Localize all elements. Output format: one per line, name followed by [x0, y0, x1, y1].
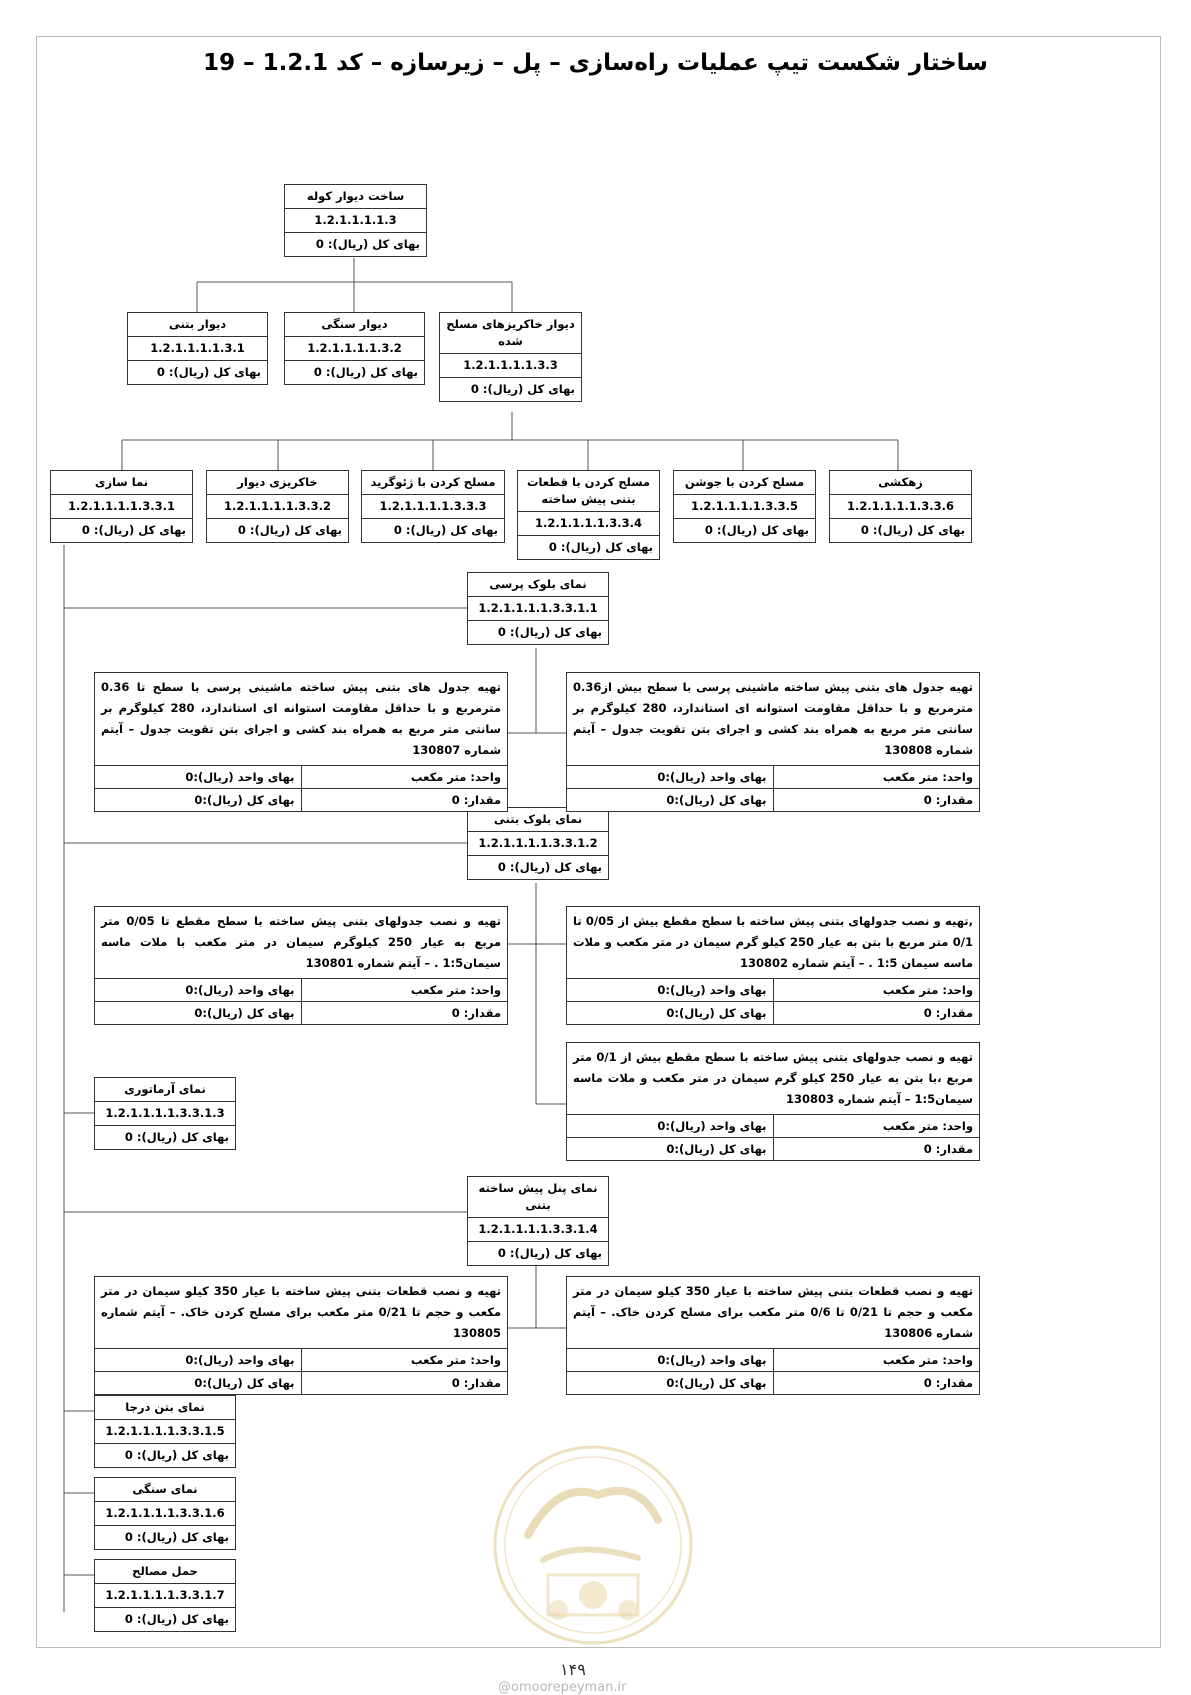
- item-card-130808: [566, 672, 980, 812]
- wbs-node-pressed-block-facade: [467, 572, 609, 645]
- node-price: بهای کل (ریال): 0: [362, 518, 504, 542]
- node-price: بهای کل (ریال): 0: [468, 620, 608, 644]
- item-total-price: بهای کل (ریال):0: [95, 1002, 302, 1024]
- node-code: 1.2.1.1.1.1.3.1: [128, 336, 267, 360]
- node-price: بهای کل (ریال): 0: [95, 1607, 235, 1631]
- item-card-130803: [566, 1042, 980, 1161]
- watermark: @omoorepeyman.ir: [498, 1680, 627, 1695]
- node-name: دیوار خاکریزهای مسلح شده: [446, 317, 575, 348]
- item-unit-price: بهای واحد (ریال):0: [567, 1349, 774, 1371]
- node-code: 1.2.1.1.1.1.3: [285, 208, 426, 232]
- wbs-node-wall-backfill: [206, 470, 349, 543]
- node-price: بهای کل (ریال): 0: [285, 232, 426, 256]
- wbs-node-stone-facade: [94, 1477, 236, 1550]
- node-code: 1.2.1.1.1.1.3.3.6: [830, 494, 971, 518]
- item-card-130801: [94, 906, 508, 1025]
- item-card-130806: [566, 1276, 980, 1395]
- node-code: 1.2.1.1.1.1.3.3.1.7: [95, 1583, 235, 1607]
- item-quantity: مقدار: 0: [923, 1006, 973, 1020]
- node-name: نما سازی: [94, 475, 149, 489]
- page-title: ساختار شکست تیپ عملیات راه‌سازی – پل – زیرسازه – کد 1.2.1 – 19: [203, 50, 988, 76]
- node-code: 1.2.1.1.1.1.3.3.1: [51, 494, 192, 518]
- wbs-node-reinforced-embankment-wall: [439, 312, 582, 402]
- item-description: ,تهیه و نصب جدولهای بتنی پیش ساخته با سطح مقطع بیش از 0/05 تا 0/1 متر مربع با بتن به عیار 250 کیلو گرم سیمان در متر مکعب و ملات ماسه سیمان 1:5 . – آیتم شماره 130802: [573, 914, 973, 970]
- page-number: ۱۴۹: [560, 1660, 586, 1679]
- item-unit: واحد: متر مکعب: [882, 1353, 973, 1367]
- node-name: نمای بتن درجا: [125, 1400, 205, 1414]
- item-description: تهیه و نصب قطعات بتنی پیش ساخته با عیار 350 کیلو سیمان در متر مکعب و حجم تا 0/21 متر مکعب برای مسلح کردن خاک. – آیتم شماره 130805: [101, 1284, 502, 1340]
- node-name: نمای آرماتوری: [124, 1082, 206, 1096]
- node-price: بهای کل (ریال): 0: [518, 535, 659, 559]
- item-unit-price: بهای واحد (ریال):0: [95, 766, 302, 788]
- item-unit: واحد: متر مکعب: [410, 983, 501, 997]
- wbs-node-facade: [50, 470, 193, 543]
- item-card-130802: [566, 906, 980, 1025]
- wbs-node-stone-wall: [284, 312, 425, 385]
- item-unit: واحد: متر مکعب: [882, 983, 973, 997]
- node-price: بهای کل (ریال): 0: [51, 518, 192, 542]
- node-price: بهای کل (ریال): 0: [285, 360, 424, 384]
- item-total-price: بهای کل (ریال):0: [567, 1372, 774, 1394]
- node-name: نمای پنل پیش ساخته بتنی: [478, 1181, 598, 1212]
- node-code: 1.2.1.1.1.1.3.3: [440, 353, 581, 377]
- item-unit-price: بهای واحد (ریال):0: [567, 1115, 774, 1137]
- item-total-price: بهای کل (ریال):0: [95, 1372, 302, 1394]
- node-name: نمای سنگی: [132, 1482, 198, 1496]
- wbs-node-precast-panel-facade: [467, 1176, 609, 1266]
- item-quantity: مقدار: 0: [923, 1376, 973, 1390]
- node-price: بهای کل (ریال): 0: [95, 1125, 235, 1149]
- node-price: بهای کل (ریال): 0: [95, 1443, 235, 1467]
- wbs-node-cast-in-place-facade: [94, 1395, 236, 1468]
- node-code: 1.2.1.1.1.1.3.3.1.6: [95, 1501, 235, 1525]
- node-code: 1.2.1.1.1.1.3.3.4: [518, 511, 659, 535]
- item-quantity: مقدار: 0: [451, 1006, 501, 1020]
- node-price: بهای کل (ریال): 0: [830, 518, 971, 542]
- node-code: 1.2.1.1.1.1.3.3.3: [362, 494, 504, 518]
- item-quantity: مقدار: 0: [451, 793, 501, 807]
- node-name: مسلح کردن با قطعات بتنی پیش ساخته: [526, 475, 651, 506]
- node-code: 1.2.1.1.1.1.3.2: [285, 336, 424, 360]
- item-total-price: بهای کل (ریال):0: [567, 789, 774, 811]
- node-name: دیوار سنگی: [321, 317, 388, 331]
- node-name: نمای بلوک پرسی: [489, 577, 587, 591]
- item-description: تهیه و نصب جدولهای بتنی پیش ساخته با سطح مقطع بیش از 0/1 متر مربع ،با بتن به عیار 250 کیلو گرم سیمان در متر مکعب و ملات ماسه سیمان1:5 – آیتم شماره 130803: [573, 1050, 973, 1106]
- wbs-node-welded-mesh: [673, 470, 816, 543]
- node-code: 1.2.1.1.1.1.3.3.1.5: [95, 1419, 235, 1443]
- item-unit-price: بهای واحد (ریال):0: [567, 766, 774, 788]
- wbs-node-precast-concrete: [517, 470, 660, 560]
- node-name: زهکشی: [878, 475, 923, 489]
- item-unit: واحد: متر مکعب: [410, 1353, 501, 1367]
- wbs-node-rebar-facade: [94, 1077, 236, 1150]
- item-unit-price: بهای واحد (ریال):0: [95, 979, 302, 1001]
- node-code: 1.2.1.1.1.1.3.3.5: [674, 494, 815, 518]
- node-name: دیوار بتنی: [168, 317, 227, 331]
- item-unit: واحد: متر مکعب: [882, 770, 973, 784]
- item-quantity: مقدار: 0: [923, 1142, 973, 1156]
- node-price: بهای کل (ریال): 0: [674, 518, 815, 542]
- node-name: خاکریزی دیوار: [237, 475, 318, 489]
- item-unit: واحد: متر مکعب: [882, 1119, 973, 1133]
- wbs-node-material-transport: [94, 1559, 236, 1632]
- item-description: تهیه جدول های بتنی پیش ساخته ماشینی پرسی با سطح بیش از0.36 مترمربع و با حداقل مقاومت استوانه ای استاندارد، 280 کیلوگرم بر سانتی متر مربع به همراه بند کشی و اجرای بتن تقویت جدول – آیتم شماره 130808: [573, 680, 973, 757]
- item-card-130807: [94, 672, 508, 812]
- node-price: بهای کل (ریال): 0: [468, 855, 608, 879]
- wbs-node-geogrid: [361, 470, 505, 543]
- node-name: حمل مصالح: [132, 1564, 198, 1578]
- item-card-130805: [94, 1276, 508, 1395]
- item-unit-price: بهای واحد (ریال):0: [95, 1349, 302, 1371]
- item-description: تهیه و نصب قطعات بتنی پیش ساخته با عیار 350 کیلو سیمان در متر مکعب و حجم تا 0/21 تا 0/6 متر مکعب برای مسلح کردن خاک. – آیتم شماره 130806: [573, 1284, 974, 1340]
- item-unit-price: بهای واحد (ریال):0: [567, 979, 774, 1001]
- seal-logo-icon: [488, 1440, 698, 1665]
- node-name: مسلح کردن با ژئوگرید: [370, 475, 496, 489]
- node-name: مسلح کردن با جوشن: [684, 475, 805, 489]
- node-code: 1.2.1.1.1.1.3.3.1.1: [468, 596, 608, 620]
- node-price: بهای کل (ریال): 0: [468, 1241, 608, 1265]
- node-price: بهای کل (ریال): 0: [95, 1525, 235, 1549]
- item-total-price: بهای کل (ریال):0: [567, 1002, 774, 1024]
- node-code: 1.2.1.1.1.1.3.3.1.3: [95, 1101, 235, 1125]
- node-code: 1.2.1.1.1.1.3.3.2: [207, 494, 348, 518]
- node-name: ساخت دیوار کوله: [306, 189, 405, 203]
- wbs-node-concrete-block-facade: [467, 807, 609, 880]
- item-total-price: بهای کل (ریال):0: [95, 789, 302, 811]
- wbs-node-concrete-wall: [127, 312, 268, 385]
- item-quantity: مقدار: 0: [451, 1376, 501, 1390]
- node-code: 1.2.1.1.1.1.3.3.1.2: [468, 831, 608, 855]
- item-description: تهیه جدول های بتنی پیش ساخته ماشینی پرسی با سطح تا 0.36 مترمربع و با حداقل مقاومت استوانه ای استاندارد، 280 کیلوگرم بر سانتی متر مربع به همراه بند کشی و اجرای بتن تقویت جدول – آیتم شماره 130807: [101, 680, 501, 757]
- node-code: 1.2.1.1.1.1.3.3.1.4: [468, 1217, 608, 1241]
- wbs-node-drainage: [829, 470, 972, 543]
- wbs-node-root: [284, 184, 427, 257]
- node-price: بهای کل (ریال): 0: [128, 360, 267, 384]
- item-quantity: مقدار: 0: [923, 793, 973, 807]
- item-description: تهیه و نصب جدولهای بتنی پیش ساخته با سطح مقطع تا 0/05 متر مربع به عیار 250 کیلوگرم سیمان در متر مکعب با ملات ماسه سیمان1:5 . – آیتم شماره 130801: [101, 914, 501, 970]
- node-price: بهای کل (ریال): 0: [440, 377, 581, 401]
- node-price: بهای کل (ریال): 0: [207, 518, 348, 542]
- node-name: نمای بلوک بتنی: [493, 812, 583, 826]
- item-total-price: بهای کل (ریال):0: [567, 1138, 774, 1160]
- item-unit: واحد: متر مکعب: [410, 770, 501, 784]
